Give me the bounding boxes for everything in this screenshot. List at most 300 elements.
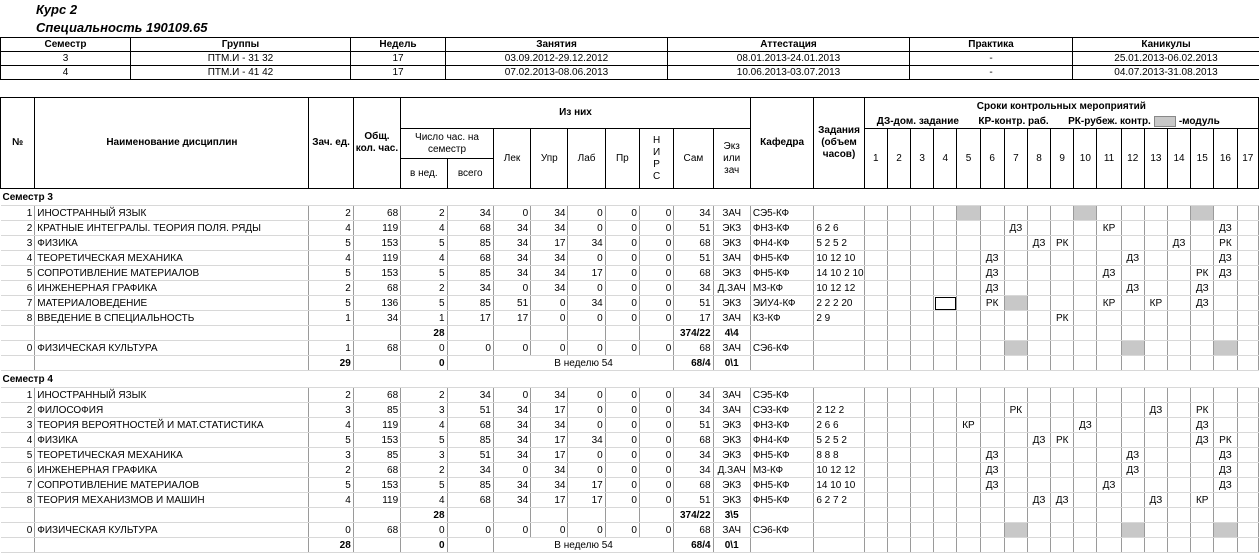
upr: 17 <box>531 403 568 418</box>
week-16-cell: ДЗ <box>1214 266 1237 281</box>
sam: 68 <box>674 236 713 251</box>
upr: 34 <box>531 463 568 478</box>
week-4-cell <box>934 433 957 448</box>
week-14-cell <box>1167 221 1190 236</box>
empty-cell <box>1074 356 1097 371</box>
upr: 34 <box>531 281 568 296</box>
discipline-name: ТЕОРЕТИЧЕСКАЯ МЕХАНИКА <box>35 251 309 266</box>
empty-cell <box>1121 326 1144 341</box>
table-row <box>1 523 1259 538</box>
row-num: 7 <box>1 478 35 493</box>
lab: 17 <box>568 266 605 281</box>
week-10-cell <box>1074 266 1097 281</box>
total-hours: 85 <box>353 448 400 463</box>
empty-cell <box>1027 356 1050 371</box>
week-16-cell: РК <box>1214 236 1237 251</box>
hours-per-week: 5 <box>401 433 447 448</box>
hours-per-week: 5 <box>401 236 447 251</box>
lek: 0 <box>493 523 530 538</box>
week-5-cell <box>957 266 980 281</box>
summary-header: Семестр <box>1 38 131 52</box>
week-12-cell <box>1121 341 1144 356</box>
week-13-cell <box>1144 433 1167 448</box>
week-13-cell <box>1144 236 1167 251</box>
table-row <box>1 403 1259 418</box>
week-5-cell <box>957 221 980 236</box>
empty-cell <box>605 508 639 523</box>
week-header-16: 16 <box>1214 129 1237 189</box>
col-iz-nih: Из них <box>401 98 751 129</box>
exam-type: ЗАЧ <box>713 341 750 356</box>
row-num: 5 <box>1 448 35 463</box>
zadaniya: 2 9 <box>814 311 864 326</box>
legend-module-swatch <box>1154 116 1176 127</box>
empty-cell <box>934 326 957 341</box>
week-11-cell: ДЗ <box>1097 266 1121 281</box>
upr: 34 <box>531 418 568 433</box>
lek: 0 <box>493 281 530 296</box>
zach-units: 4 <box>309 251 353 266</box>
zach-units: 4 <box>309 221 353 236</box>
hours-total: 85 <box>447 296 493 311</box>
zadaniya: 5 2 5 2 <box>814 236 864 251</box>
week-16-cell <box>1214 311 1237 326</box>
pr: 0 <box>605 266 639 281</box>
week-4-cell <box>934 311 957 326</box>
week-5-cell <box>957 236 980 251</box>
empty-cell <box>887 538 910 553</box>
row-num: 6 <box>1 463 35 478</box>
lek: 51 <box>493 296 530 311</box>
table-row <box>1 418 1259 433</box>
week-5-cell <box>957 433 980 448</box>
nirs: 0 <box>639 296 673 311</box>
total-hours: 119 <box>353 251 400 266</box>
lab: 0 <box>568 418 605 433</box>
week-1-cell <box>864 493 887 508</box>
week-1-cell <box>864 296 887 311</box>
hours-per-week: 4 <box>401 221 447 236</box>
exam-type: ЗАЧ <box>713 206 750 221</box>
empty-cell <box>887 356 910 371</box>
exam-type: ЗАЧ <box>713 311 750 326</box>
exam-type: ЗАЧ <box>713 523 750 538</box>
week-5-cell <box>957 463 980 478</box>
sam: 51 <box>674 493 713 508</box>
week-16-cell <box>1214 296 1237 311</box>
summary-cell: ПТМ.И - 31 32 <box>131 52 351 66</box>
sam: 34 <box>674 206 713 221</box>
kafedra: СЭ6-КФ <box>750 523 814 538</box>
week-16-cell: ДЗ <box>1214 448 1237 463</box>
week-13-cell: ДЗ <box>1144 493 1167 508</box>
week-9-cell <box>1051 478 1074 493</box>
empty-cell <box>447 356 493 371</box>
hours-total: 68 <box>447 251 493 266</box>
week-15-cell: ДЗ <box>1191 281 1214 296</box>
kafedra: К3-КФ <box>750 311 814 326</box>
week-4-cell <box>934 296 957 311</box>
week-header-6: 6 <box>980 129 1004 189</box>
week-14-cell <box>1167 433 1190 448</box>
empty-cell <box>1214 326 1237 341</box>
discipline-name: ИНОСТРАННЫЙ ЯЗЫК <box>35 388 309 403</box>
week-2-cell <box>887 523 910 538</box>
total-hours: 68 <box>353 463 400 478</box>
week-header-3: 3 <box>911 129 934 189</box>
lek: 34 <box>493 236 530 251</box>
week-6-cell <box>980 388 1004 403</box>
total-hours: 153 <box>353 236 400 251</box>
empty-cell <box>1097 356 1121 371</box>
empty-cell <box>957 508 980 523</box>
week-9-cell <box>1051 448 1074 463</box>
week-7-cell <box>1004 296 1027 311</box>
week-11-cell <box>1097 341 1121 356</box>
kafedra: ФН5-КФ <box>750 448 814 463</box>
lek: 34 <box>493 493 530 508</box>
week-16-cell: ДЗ <box>1214 463 1237 478</box>
table-row <box>1 341 1259 356</box>
week-header-8: 8 <box>1027 129 1050 189</box>
col-zach: Зач. ед. <box>309 98 353 189</box>
total-sam: 68/4 <box>674 356 713 371</box>
week-17-cell <box>1237 523 1259 538</box>
summary-header: Группы <box>131 38 351 52</box>
row-num: 6 <box>1 281 35 296</box>
week-8-cell <box>1027 251 1050 266</box>
week-8-cell: ДЗ <box>1027 493 1050 508</box>
week-6-cell: ДЗ <box>980 478 1004 493</box>
upr: 17 <box>531 433 568 448</box>
empty-cell <box>1144 508 1167 523</box>
hours-total: 85 <box>447 236 493 251</box>
sam: 51 <box>674 296 713 311</box>
week-16-cell: ДЗ <box>1214 251 1237 266</box>
hours-total: 51 <box>447 448 493 463</box>
discipline-name: КРАТНЫЕ ИНТЕГРАЛЫ. ТЕОРИЯ ПОЛЯ. РЯДЫ <box>35 221 309 236</box>
week-8-cell: ДЗ <box>1027 236 1050 251</box>
week-17-cell <box>1237 206 1259 221</box>
week-header-4: 4 <box>934 129 957 189</box>
week-9-cell <box>1051 266 1074 281</box>
week-1-cell <box>864 418 887 433</box>
semester-title: Семестр 4 <box>1 371 1259 388</box>
week-12-cell: ДЗ <box>1121 251 1144 266</box>
summary-header: Недель <box>351 38 446 52</box>
total-hours: 119 <box>353 221 400 236</box>
week-16-cell <box>1214 418 1237 433</box>
empty-cell <box>980 538 1004 553</box>
week-5-cell <box>957 206 980 221</box>
col-vsego: всего <box>447 159 493 189</box>
hours-total: 34 <box>447 463 493 478</box>
week-3-cell <box>911 221 934 236</box>
sam: 68 <box>674 478 713 493</box>
pr: 0 <box>605 281 639 296</box>
empty-cell <box>887 326 910 341</box>
discipline-name: ТЕОРИЯ ВЕРОЯТНОСТЕЙ И МАТ.СТАТИСТИКА <box>35 418 309 433</box>
discipline-name: СОПРОТИВЛЕНИЕ МАТЕРИАЛОВ <box>35 266 309 281</box>
lek: 34 <box>493 433 530 448</box>
row-num: 8 <box>1 311 35 326</box>
hours-per-week: 4 <box>401 418 447 433</box>
hours-per-week: 1 <box>401 311 447 326</box>
week-8-cell <box>1027 266 1050 281</box>
week-1-cell <box>864 251 887 266</box>
week-13-cell <box>1144 463 1167 478</box>
week-2-cell <box>887 403 910 418</box>
empty-cell <box>750 538 814 553</box>
week-2-cell <box>887 448 910 463</box>
week-9-cell <box>1051 463 1074 478</box>
empty-cell <box>957 538 980 553</box>
legend-dz: ДЗ-дом. задание <box>876 116 959 128</box>
empty-cell <box>814 356 864 371</box>
upr: 34 <box>531 478 568 493</box>
week-2-cell <box>887 236 910 251</box>
empty-cell <box>814 508 864 523</box>
week-5-cell <box>957 388 980 403</box>
week-3-cell <box>911 266 934 281</box>
week-header-7: 7 <box>1004 129 1027 189</box>
upr: 0 <box>531 341 568 356</box>
summary-cell: 04.07.2013-31.08.2013 <box>1073 66 1259 80</box>
empty-cell <box>1097 538 1121 553</box>
row-num: 2 <box>1 403 35 418</box>
pr: 0 <box>605 418 639 433</box>
lab: 34 <box>568 296 605 311</box>
week-15-cell <box>1191 463 1214 478</box>
week-10-cell <box>1074 206 1097 221</box>
week-4-cell <box>934 463 957 478</box>
pr: 0 <box>605 478 639 493</box>
empty-cell <box>353 508 400 523</box>
week-7-cell <box>1004 266 1027 281</box>
zadaniya: 2 2 2 20 <box>814 296 864 311</box>
upr: 0 <box>531 311 568 326</box>
week-3-cell <box>911 281 934 296</box>
upr: 34 <box>531 251 568 266</box>
week-1-cell <box>864 463 887 478</box>
empty-cell <box>1121 356 1144 371</box>
nirs: 0 <box>639 448 673 463</box>
lab: 0 <box>568 221 605 236</box>
col-pr: Пр <box>605 129 639 189</box>
week-13-cell: КР <box>1144 296 1167 311</box>
row-num: 1 <box>1 206 35 221</box>
discipline-name: ФИЗИКА <box>35 433 309 448</box>
kafedra: СЭ3-КФ <box>750 403 814 418</box>
empty-cell <box>605 326 639 341</box>
week-1-cell <box>864 448 887 463</box>
week-12-cell <box>1121 433 1144 448</box>
subtotal-exam: 4\4 <box>713 326 750 341</box>
zadaniya: 2 6 6 <box>814 418 864 433</box>
zach-units: 4 <box>309 493 353 508</box>
discipline-name: ФИЛОСОФИЯ <box>35 403 309 418</box>
col-lab: Лаб <box>568 129 605 189</box>
upr: 17 <box>531 448 568 463</box>
pr: 0 <box>605 448 639 463</box>
total-ned: 0 <box>401 538 447 553</box>
empty-cell <box>353 326 400 341</box>
upr: 34 <box>531 221 568 236</box>
empty-cell <box>957 356 980 371</box>
week-14-cell <box>1167 463 1190 478</box>
empty-cell <box>309 508 353 523</box>
kafedra: М3-КФ <box>750 281 814 296</box>
lek: 34 <box>493 221 530 236</box>
empty-cell <box>1027 538 1050 553</box>
week-1-cell <box>864 403 887 418</box>
week-8-cell <box>1027 341 1050 356</box>
exam-type: ЗАЧ <box>713 388 750 403</box>
week-11-cell <box>1097 311 1121 326</box>
exam-type: ЭКЗ <box>713 478 750 493</box>
col-num: № <box>1 98 35 189</box>
empty-cell <box>531 508 568 523</box>
lab: 0 <box>568 251 605 266</box>
nirs: 0 <box>639 266 673 281</box>
week-14-cell <box>1167 206 1190 221</box>
summary-cell: 17 <box>351 66 446 80</box>
row-num: 1 <box>1 388 35 403</box>
empty-cell <box>887 508 910 523</box>
week-15-cell <box>1191 236 1214 251</box>
lab: 0 <box>568 403 605 418</box>
week-10-cell <box>1074 493 1097 508</box>
week-text: В неделю 54 <box>493 356 673 371</box>
hours-per-week: 0 <box>401 523 447 538</box>
week-header-11: 11 <box>1097 129 1121 189</box>
nirs: 0 <box>639 493 673 508</box>
week-17-cell <box>1237 388 1259 403</box>
week-6-cell: ДЗ <box>980 463 1004 478</box>
nirs: 0 <box>639 311 673 326</box>
empty-cell <box>353 538 400 553</box>
week-15-cell: КР <box>1191 493 1214 508</box>
week-header-1: 1 <box>864 129 887 189</box>
week-7-cell <box>1004 341 1027 356</box>
week-10-cell <box>1074 523 1097 538</box>
kafedra: СЭ6-КФ <box>750 341 814 356</box>
week-6-cell <box>980 493 1004 508</box>
zach-units: 1 <box>309 341 353 356</box>
week-10-cell <box>1074 448 1097 463</box>
semester-title: Семестр 3 <box>1 189 1259 206</box>
week-3-cell <box>911 251 934 266</box>
empty-cell <box>1027 508 1050 523</box>
empty-cell <box>35 538 309 553</box>
week-4-cell <box>934 418 957 433</box>
hours-total: 68 <box>447 418 493 433</box>
week-15-cell <box>1191 448 1214 463</box>
week-12-cell <box>1121 388 1144 403</box>
week-header-14: 14 <box>1167 129 1190 189</box>
table-row <box>1 236 1259 251</box>
kafedra: ФН3-КФ <box>750 221 814 236</box>
kafedra: М3-КФ <box>750 463 814 478</box>
hours-per-week: 5 <box>401 296 447 311</box>
empty-cell <box>531 326 568 341</box>
week-11-cell <box>1097 463 1121 478</box>
week-13-cell <box>1144 388 1167 403</box>
week-9-cell <box>1051 206 1074 221</box>
lab: 0 <box>568 281 605 296</box>
week-14-cell <box>1167 296 1190 311</box>
week-2-cell <box>887 266 910 281</box>
week-7-cell <box>1004 251 1027 266</box>
empty-cell <box>864 326 887 341</box>
empty-cell <box>1 326 35 341</box>
empty-cell <box>980 356 1004 371</box>
table-row <box>1 251 1259 266</box>
week-5-cell: КР <box>957 418 980 433</box>
week-8-cell <box>1027 478 1050 493</box>
week-15-cell <box>1191 311 1214 326</box>
week-8-cell <box>1027 311 1050 326</box>
empty-cell <box>1004 508 1027 523</box>
week-9-cell <box>1051 403 1074 418</box>
zach-units: 5 <box>309 478 353 493</box>
summary-cell: 08.01.2013-24.01.2013 <box>668 52 910 66</box>
week-3-cell <box>911 448 934 463</box>
week-3-cell <box>911 236 934 251</box>
pr: 0 <box>605 236 639 251</box>
hours-total: 85 <box>447 266 493 281</box>
week-14-cell <box>1167 448 1190 463</box>
kafedra: СЭ5-КФ <box>750 206 814 221</box>
zach-units: 5 <box>309 296 353 311</box>
empty-cell <box>911 538 934 553</box>
zach-units: 5 <box>309 266 353 281</box>
col-chislo: Число час. на семестр <box>401 129 494 159</box>
lab: 0 <box>568 206 605 221</box>
week-header-9: 9 <box>1051 129 1074 189</box>
week-2-cell <box>887 251 910 266</box>
week-6-cell <box>980 341 1004 356</box>
sam: 34 <box>674 388 713 403</box>
week-10-cell <box>1074 236 1097 251</box>
sam: 34 <box>674 281 713 296</box>
summary-cell: 3 <box>1 52 131 66</box>
empty-cell <box>911 356 934 371</box>
hours-total: 85 <box>447 433 493 448</box>
hours-total: 0 <box>447 523 493 538</box>
hours-per-week: 2 <box>401 206 447 221</box>
week-11-cell <box>1097 418 1121 433</box>
week-6-cell: ДЗ <box>980 251 1004 266</box>
subtotal-exam: 3\5 <box>713 508 750 523</box>
kafedra: СЭ5-КФ <box>750 388 814 403</box>
pr: 0 <box>605 493 639 508</box>
lek: 17 <box>493 311 530 326</box>
lab: 0 <box>568 448 605 463</box>
week-11-cell <box>1097 281 1121 296</box>
week-14-cell <box>1167 493 1190 508</box>
week-2-cell <box>887 493 910 508</box>
pr: 0 <box>605 296 639 311</box>
discipline-name: ИНОСТРАННЫЙ ЯЗЫК <box>35 206 309 221</box>
week-13-cell <box>1144 266 1167 281</box>
pr: 0 <box>605 251 639 266</box>
week-17-cell <box>1237 493 1259 508</box>
empty-cell <box>493 326 530 341</box>
week-1-cell <box>864 478 887 493</box>
week-6-cell: ДЗ <box>980 266 1004 281</box>
week-13-cell <box>1144 206 1167 221</box>
